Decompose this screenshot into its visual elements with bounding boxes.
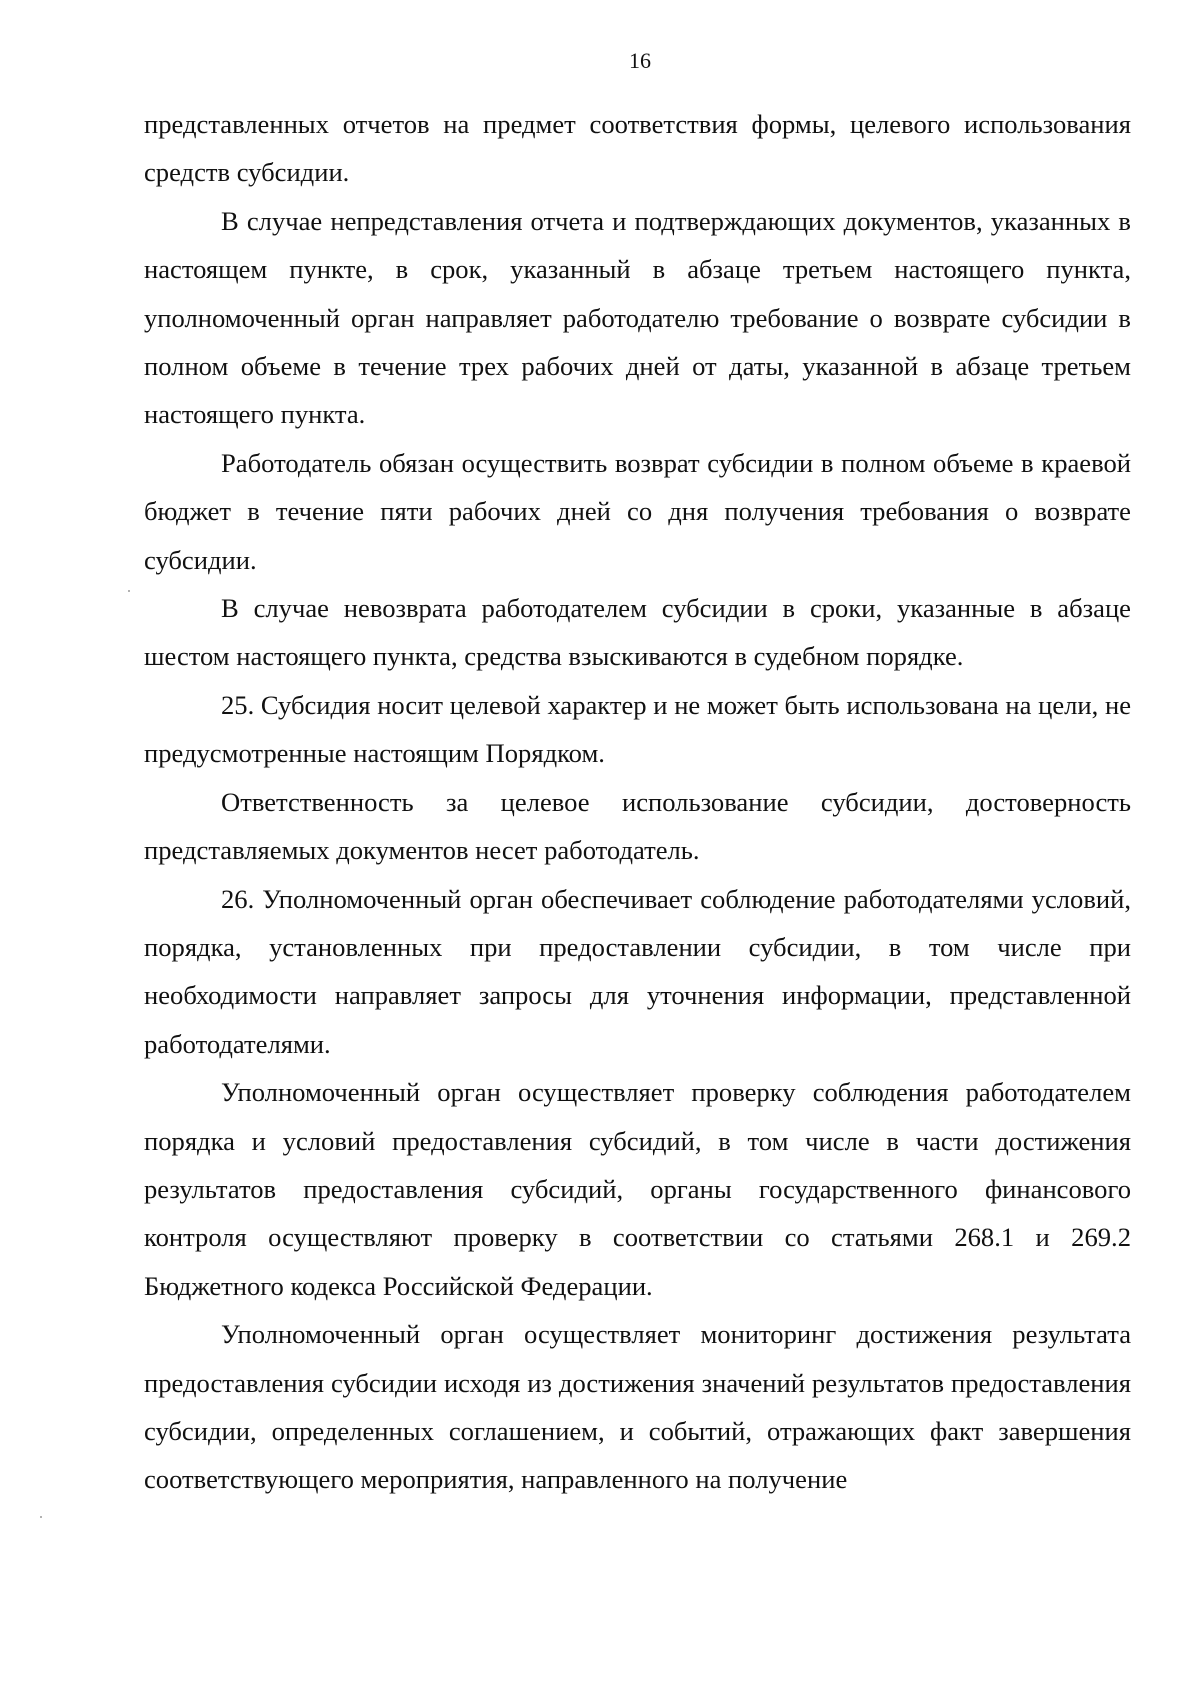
paragraph-reports-check: представленных отчетов на предмет соответствия формы, целевого использования средств субсидии.: [144, 109, 1131, 188]
paragraph-item-25: 25. Субсидия носит целевой характер и не может быть использована на цели, не предусмотренные настоящим Порядком.: [144, 689, 1131, 769]
paragraph-item-26: 26. Уполномоченный орган обеспечивает соблюдение работодателями условий, порядка, установленных при предоставлении субсидии, в том числе при необходимости направляет запросы для уточнения информации, представленной работодателями.: [144, 883, 1131, 1059]
scan-speck: [128, 590, 130, 592]
page-number: 16: [629, 48, 651, 73]
paragraph-non-return: В случае невозврата работодателем субсидии в сроки, указанные в абзаце шестом настоящего пункта, средства взыскиваются в судебном порядке.: [144, 593, 1131, 672]
scan-speck: [40, 1516, 42, 1518]
paragraph-non-submission: В случае непредставления отчета и подтверждающих документов, указанных в настоящем пункте, в срок, указанный в абзаце третьем настоящего пункта, уполномоченный орган направляет работодателю требование о возврате субсидии в полном объеме в течение трех рабочих дней от даты, указанной в абзаце третьем настоящего пункта.: [144, 205, 1131, 430]
document-body: [144, 100, 1131, 1504]
paragraph-verification: Уполномоченный орган осуществляет проверку соблюдения работодателем порядка и условий предоставления субсидий, в том числе в части достижения результатов предоставления субсидий, органы государственного финансового контроля осуществляют проверку в соответствии со статьями 268.1 и 269.2 Бюджетного кодекса Российской Федерации.: [144, 1077, 1131, 1301]
paragraph-employer-refund: Работодатель обязан осуществить возврат субсидии в полном объеме в краевой бюджет в течение пяти рабочих дней со дня получения требования о возврате субсидии.: [144, 447, 1131, 575]
paragraph-monitoring: Уполномоченный орган осуществляет мониторинг достижения результата предоставления субсидии исходя из достижения значений результатов предоставления субсидии, определенных соглашением, и событий, отражающих факт завершения соответствующего мероприятия, направленного на получение: [144, 1319, 1131, 1495]
paragraph-responsibility: Ответственность за целевое использование субсидии, достоверность представляемых документов несет работодатель.: [144, 786, 1131, 866]
